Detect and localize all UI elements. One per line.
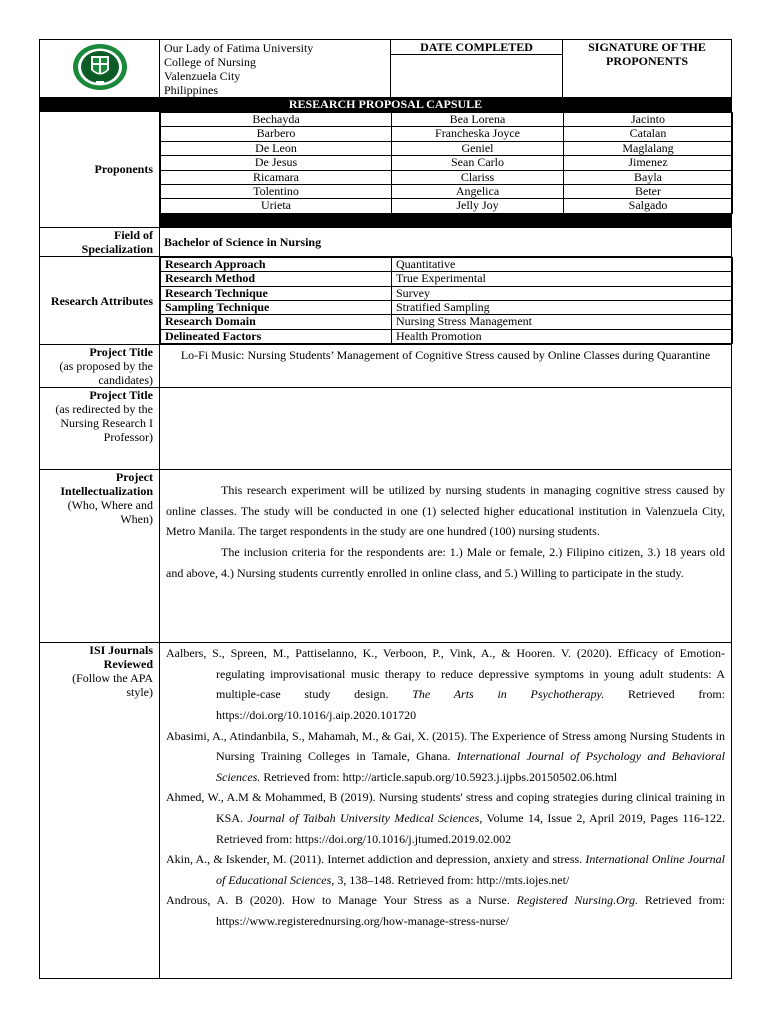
reference-source: Registered Nursing.Org. — [516, 893, 638, 908]
journal-reference — [166, 726, 725, 788]
project-title-value: Lo-Fi Music: Nursing Students’ Management of Cognitive Stress caused by Online Classes during Quarantine — [160, 345, 732, 388]
institution-line: Our Lady of Fatima University — [164, 41, 314, 55]
attribute-row — [161, 301, 733, 315]
proponent-first-name: Geniel — [392, 141, 564, 155]
reference-text: Volume 14, Issue 2, April 2019, Pages 116-122. Retrieved from: https://doi.org/10.1016/j.jtumed.2019.02.002 — [216, 811, 725, 846]
proponent-middle-name: Bayla — [564, 170, 733, 184]
journal-reference — [166, 643, 725, 725]
institution-block — [160, 40, 391, 98]
proponent-surname: Bechayda — [161, 113, 392, 127]
reference-text: Aalbers, S., Spreen, M., Pattiselanno, K., Verboon, P., Vink, A., & Hooren. V. (2020). Efficacy of Emotion-regulating improvisational music therapy to reduce depressive symptoms in young adult students: A multiple-case study design. — [166, 646, 725, 702]
proponent-middle-name: Beter — [564, 185, 733, 199]
reference-source: The Arts in Psychotherapy. — [412, 687, 605, 702]
journal-reference — [166, 849, 725, 890]
redirected-title-heading: Project Title — [89, 388, 153, 403]
institution-line: Valenzuela City — [164, 69, 241, 83]
intellectualization-body — [160, 470, 732, 643]
proponent-middle-name: Jimenez — [564, 156, 733, 170]
reference-text: Akin, A., & Iskender, M. (2011). Internet addiction and depression, anxiety and stress. — [166, 852, 586, 867]
proponent-first-name: Clariss — [392, 170, 564, 184]
attribute-key: Delineated Factors — [161, 329, 392, 343]
journal-reference — [166, 890, 725, 931]
reference-text: , 3, 138–148. Retrieved from: http://mts.iojes.net/ — [331, 872, 570, 887]
attribute-key: Research Method — [161, 272, 392, 286]
intellectualization-paragraph: The inclusion criteria for the respondents are: 1.) Male or female, 2.) Filipino citizen, 3.) 18 years old and above, 4.) Nursing students currently enrolled in online class, and 5.) Willing to participate in the study. — [166, 545, 725, 580]
proponent-surname: De Jesus — [161, 156, 392, 170]
proponent-first-name: Angelica — [392, 185, 564, 199]
proponents-cell — [160, 112, 732, 228]
proponent-first-name: Jelly Joy — [392, 199, 564, 213]
proponent-middle-name: Catalan — [564, 127, 733, 141]
logo-cell — [40, 40, 160, 98]
journal-reference — [166, 787, 725, 849]
reference-text: Retrieved from: https://doi.org/10.1016/j.aip.2020.101720 — [216, 687, 725, 723]
proponent-row — [161, 127, 733, 141]
project-title-label — [40, 345, 160, 388]
proponent-middle-name: Jacinto — [564, 113, 733, 127]
attribute-row — [161, 272, 733, 286]
proponent-row — [161, 199, 733, 213]
proponents-divider — [160, 214, 731, 227]
attribute-row — [161, 329, 733, 343]
reference-text: Abasimi, A., Atindanbila, S., Mahamah, M., & Gai, X. (2015). The Experience of Stress among Nursing Students in Nursing Training Colleges in Tamale, Ghana. — [166, 728, 725, 764]
proponent-surname: Tolentino — [161, 185, 392, 199]
proponents-table — [160, 112, 733, 214]
field-label: Field of Specialization — [40, 227, 160, 256]
signature-label: SIGNATURE OF THE PROPONENTS — [563, 40, 732, 98]
intellectualization-paragraph: This research experiment will be utilized by nursing students in managing cognitive stress caused by online classes. The study will be conducted in one (1) selected higher educational institution in Valenzuela City, Metro Manila. The target respondents in the study are one hundred (100) nursing students. — [166, 483, 725, 539]
attribute-row — [161, 286, 733, 300]
attribute-value: Survey — [392, 286, 733, 300]
journals-sublabel: (Follow the APA style) — [72, 671, 153, 700]
reference-source: International Online Journal of Educational Sciences — [216, 852, 725, 887]
proponent-first-name: Bea Lorena — [392, 113, 564, 127]
redirected-title-sublabel: (as redirected by the Nursing Research I Professor) — [55, 402, 153, 445]
attributes-cell — [160, 256, 732, 344]
proponent-surname: De Leon — [161, 141, 392, 155]
intellectualization-heading: Project Intellectualization — [60, 470, 153, 499]
reference-text: Retrieved from: http://article.sapub.org/10.5923.j.ijpbs.20150502.06.html — [260, 769, 618, 784]
capsule-table — [39, 39, 732, 979]
journals-heading: ISI Journals Reviewed — [89, 643, 153, 672]
proponent-first-name: Francheska Joyce — [392, 127, 564, 141]
proponent-first-name: Sean Carlo — [392, 156, 564, 170]
attribute-key: Research Technique — [161, 286, 392, 300]
research-proposal-capsule-form — [39, 39, 731, 979]
proponent-row — [161, 185, 733, 199]
reference-text: Ahmed, W., A.M & Mohammed, B (2019). Nursing students' stress and coping strategies during clinical training in KSA. — [166, 790, 725, 826]
attribute-value: Health Promotion — [392, 329, 733, 343]
journals-label — [40, 643, 160, 979]
attribute-value: Stratified Sampling — [392, 301, 733, 315]
attributes-table — [160, 257, 733, 344]
attribute-row — [161, 315, 733, 329]
intellectualization-label — [40, 470, 160, 643]
attribute-key: Sampling Technique — [161, 301, 392, 315]
proponent-row — [161, 170, 733, 184]
proponent-surname: Urieta — [161, 199, 392, 213]
attribute-value: True Experimental — [392, 272, 733, 286]
proponent-row — [161, 113, 733, 127]
redirected-title-value — [160, 388, 732, 470]
reference-text: Retrieved from: https://www.registerednursing.org/how-manage-stress-nurse/ — [216, 893, 725, 928]
redirected-title-label — [40, 388, 160, 470]
capsule-title: RESEARCH PROPOSAL CAPSULE — [40, 98, 732, 112]
project-title-sublabel: (as proposed by the candidates) — [59, 359, 153, 388]
project-title-heading: Project Title — [89, 345, 153, 360]
proponent-surname: Barbero — [161, 127, 392, 141]
attribute-key: Research Approach — [161, 257, 392, 271]
attribute-value: Quantitative — [392, 257, 733, 271]
proponent-row — [161, 156, 733, 170]
journals-body — [160, 643, 732, 979]
reference-text: Androus, A. B (2020). How to Manage Your Stress as a Nurse. — [166, 893, 517, 908]
proponent-middle-name: Salgado — [564, 199, 733, 213]
attribute-row — [161, 257, 733, 271]
reference-source: Journal of Taibah University Medical Sciences, — [247, 811, 483, 826]
reference-source: International Journal of Psychology and Behavioral Sciences. — [216, 749, 726, 784]
intellectualization-sublabel: (Who, Where and When) — [67, 498, 153, 527]
university-seal-icon — [72, 43, 128, 91]
field-value: Bachelor of Science in Nursing — [160, 227, 732, 256]
proponent-middle-name: Maglalang — [564, 141, 733, 155]
attribute-key: Research Domain — [161, 315, 392, 329]
proponents-label: Proponents — [40, 112, 160, 228]
attributes-label: Research Attributes — [40, 256, 160, 344]
attribute-value: Nursing Stress Management — [392, 315, 733, 329]
institution-line: Philippines — [164, 83, 219, 97]
institution-line: College of Nursing — [164, 55, 256, 69]
date-completed-label: DATE COMPLETED — [391, 40, 562, 55]
proponent-surname: Ricamara — [161, 170, 392, 184]
date-completed-cell — [391, 40, 563, 98]
proponent-row — [161, 141, 733, 155]
